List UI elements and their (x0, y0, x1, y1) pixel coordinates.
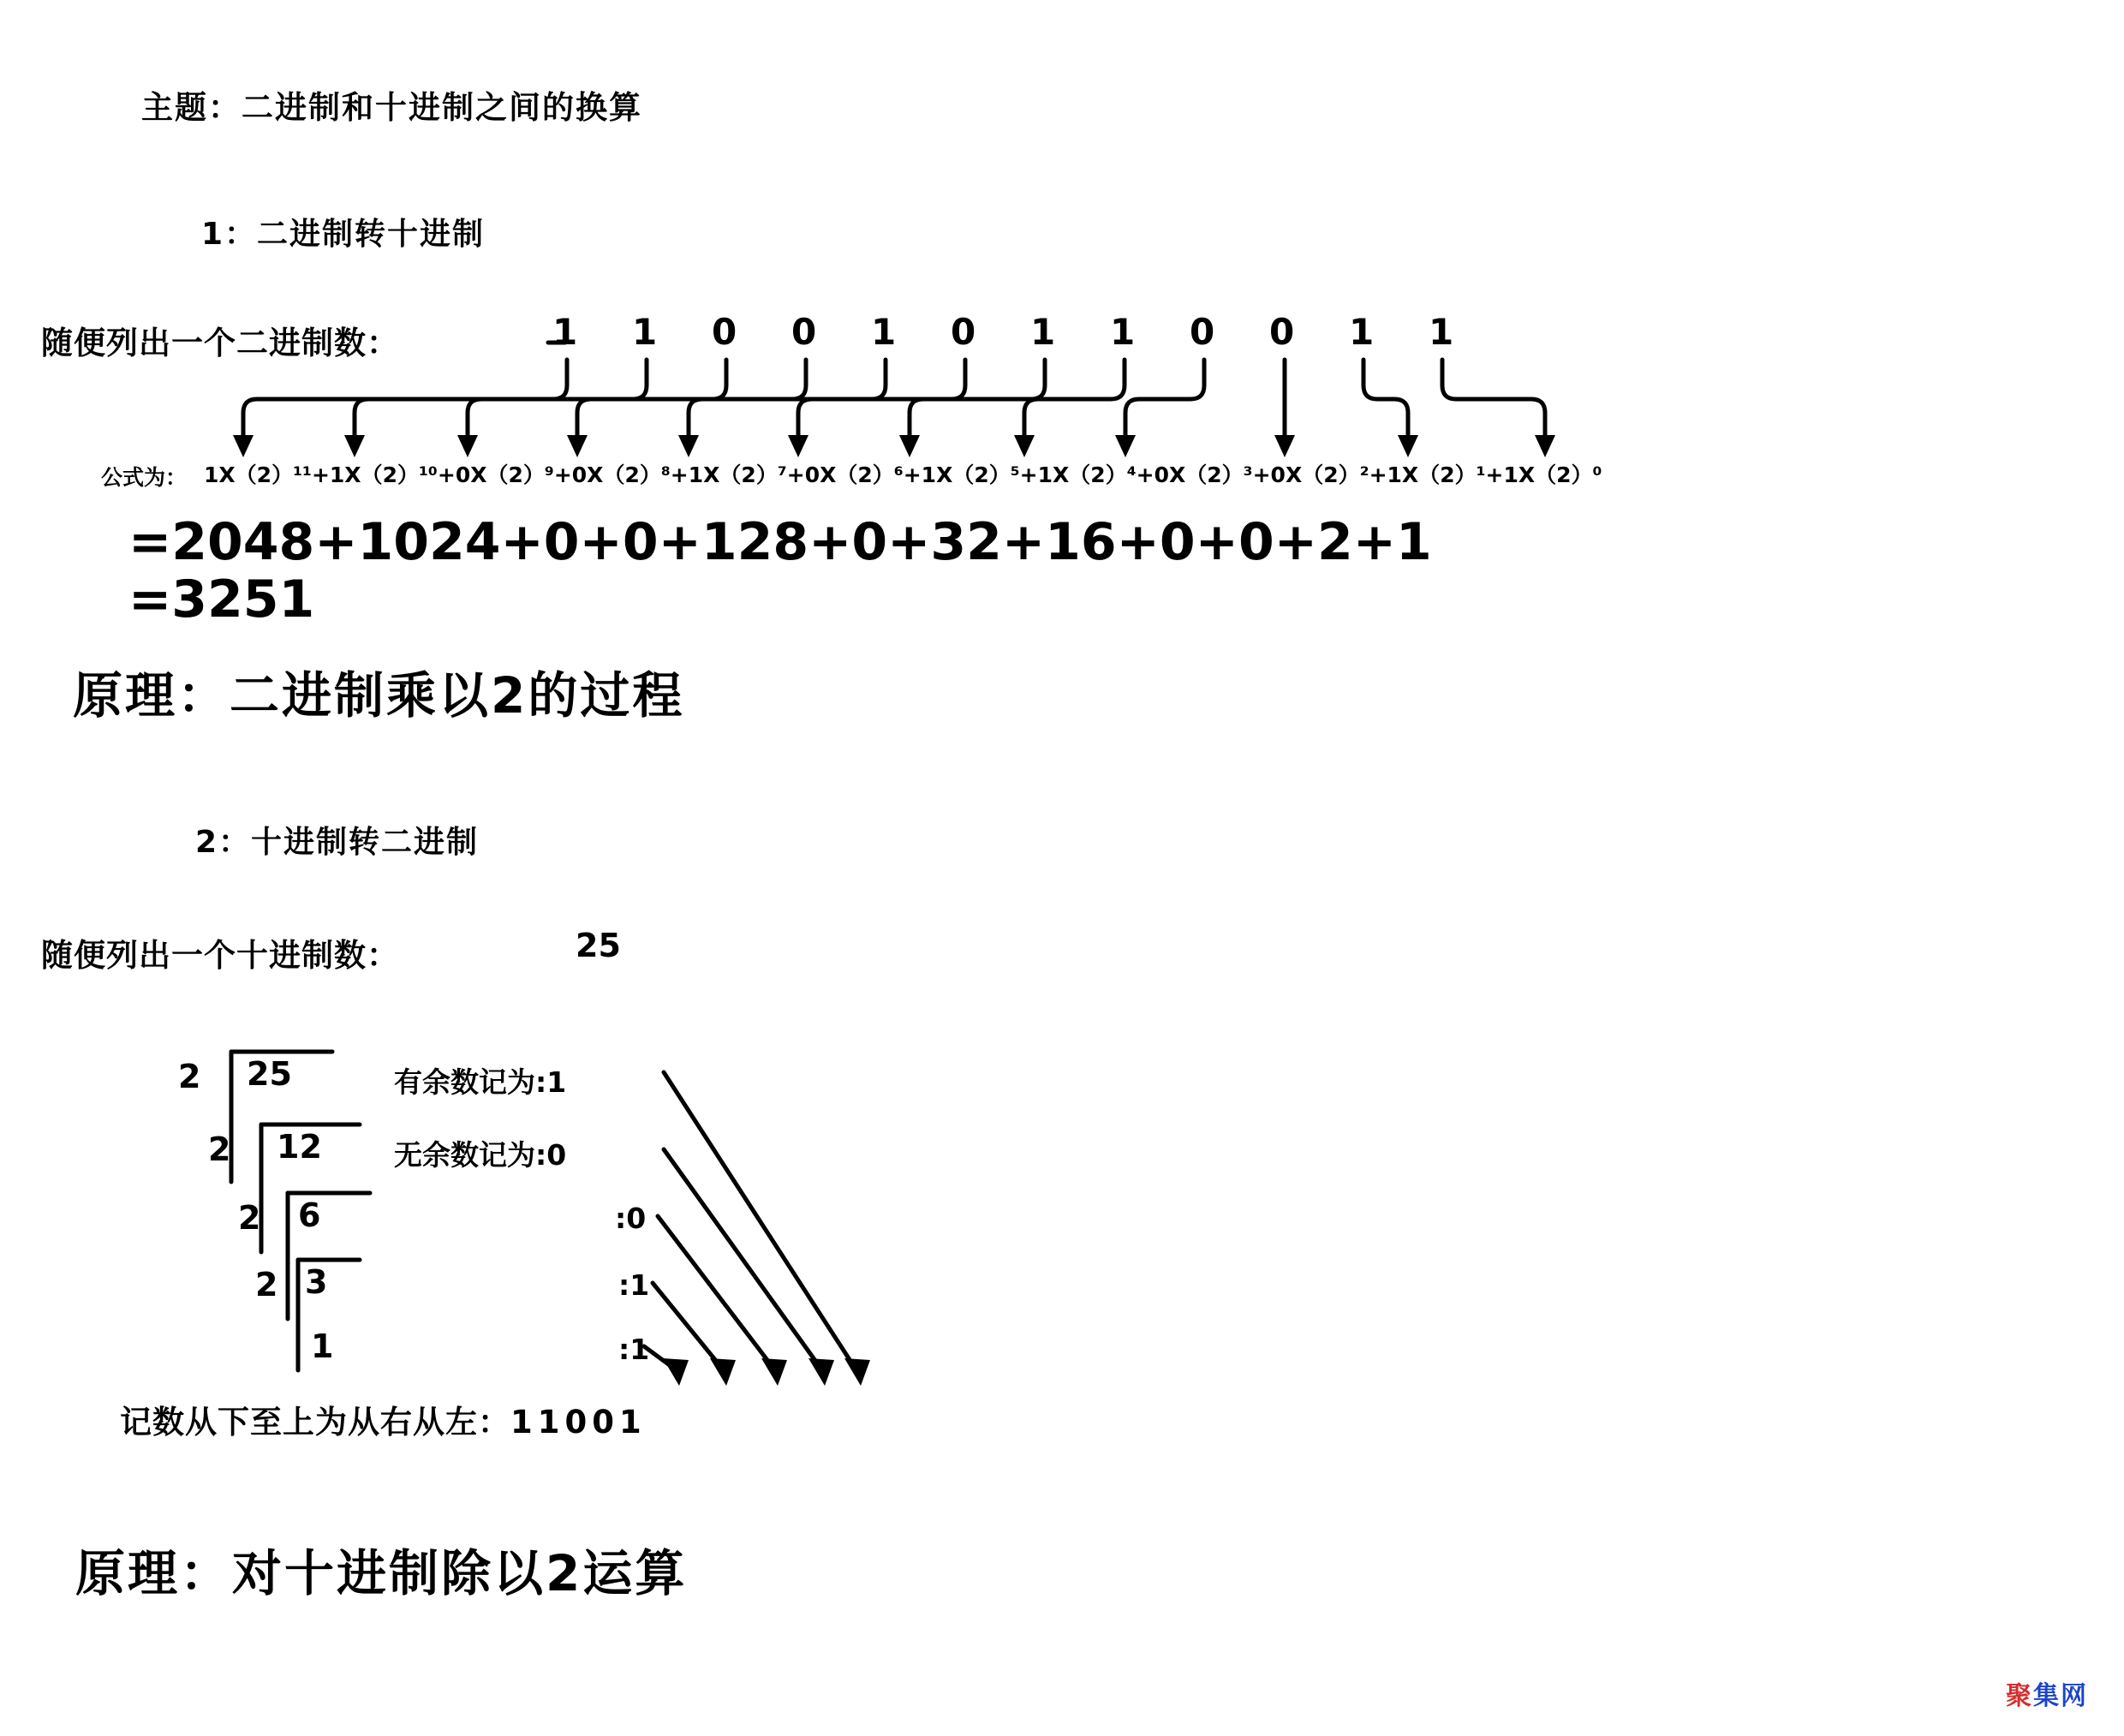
binary-digit: 1 (1030, 311, 1056, 353)
final-result-line (120, 1396, 647, 1442)
decimal-example-label: 随便列出一个十进制数： (41, 937, 399, 974)
division-dividend: 1 (311, 1327, 334, 1365)
binary-digit-row (552, 311, 1508, 353)
binary-example-label: 随便列出一个二进制数： (41, 325, 399, 361)
division-divisor: 2 (178, 1058, 201, 1095)
binary-digit: 0 (1190, 311, 1215, 353)
binary-digit: 1 (632, 311, 658, 353)
binary-digit: 1 (871, 311, 897, 353)
expansion-result-line: =3251 (128, 570, 315, 629)
division-remainder-note: 有余数记为:1 (394, 1065, 567, 1099)
division-dividend: 6 (298, 1196, 321, 1234)
binary-digit: 1 (1110, 311, 1136, 353)
section-heading-binary-to-decimal: 1：二进制转十进制 (201, 217, 486, 252)
decimal-example-value: 25 (576, 927, 621, 964)
binary-digit: 1 (1429, 311, 1454, 353)
section-heading-decimal-to-binary: 2：十进制转二进制 (195, 825, 480, 860)
division-divisor: 2 (208, 1130, 231, 1168)
formula-label: 公式为： (101, 465, 188, 490)
division-remainder-note: :0 (615, 1202, 647, 1235)
formula-expression: 1X（2）¹¹+1X（2）¹⁰+0X（2）⁹+0X（2）⁸+1X（2）⁷+0X（2）⁶+1X（2）⁵+1X（2）⁴+0X（2）³+0X（2）²+1X（2）¹+1X（2）⁰ (204, 462, 1602, 487)
principle-binary-to-decimal: 原理：二进制乘以2的过程 (73, 666, 685, 725)
binary-digit: 0 (791, 311, 817, 353)
division-divisor: 2 (255, 1266, 278, 1303)
final-result-label: 记数从下至上为从右从左： (120, 1404, 510, 1441)
division-divisor: 2 (238, 1199, 261, 1237)
watermark: 聚集网 (2006, 1681, 2088, 1711)
binary-digit: 0 (1269, 311, 1295, 353)
final-result-bits: 11001 (510, 1404, 647, 1441)
division-dividend: 25 (247, 1055, 292, 1093)
binary-digit: 0 (951, 311, 976, 353)
division-dividend: 12 (277, 1128, 322, 1166)
division-remainder-note: 无余数记为:0 (394, 1138, 567, 1172)
expansion-sum-line: =2048+1024+0+0+128+0+32+16+0+0+2+1 (128, 512, 1432, 572)
division-remainder-note: :1 (618, 1333, 650, 1366)
page-title: 主题：二进制和十进制之间的换算 (141, 89, 642, 126)
principle-decimal-to-binary: 原理：对十进制除以2运算 (75, 1544, 688, 1602)
binary-digit: 0 (712, 311, 737, 353)
binary-digit: 1 (552, 311, 578, 353)
division-remainder-note: :1 (618, 1268, 650, 1302)
binary-digit: 1 (1349, 311, 1375, 353)
division-dividend: 3 (305, 1263, 328, 1301)
